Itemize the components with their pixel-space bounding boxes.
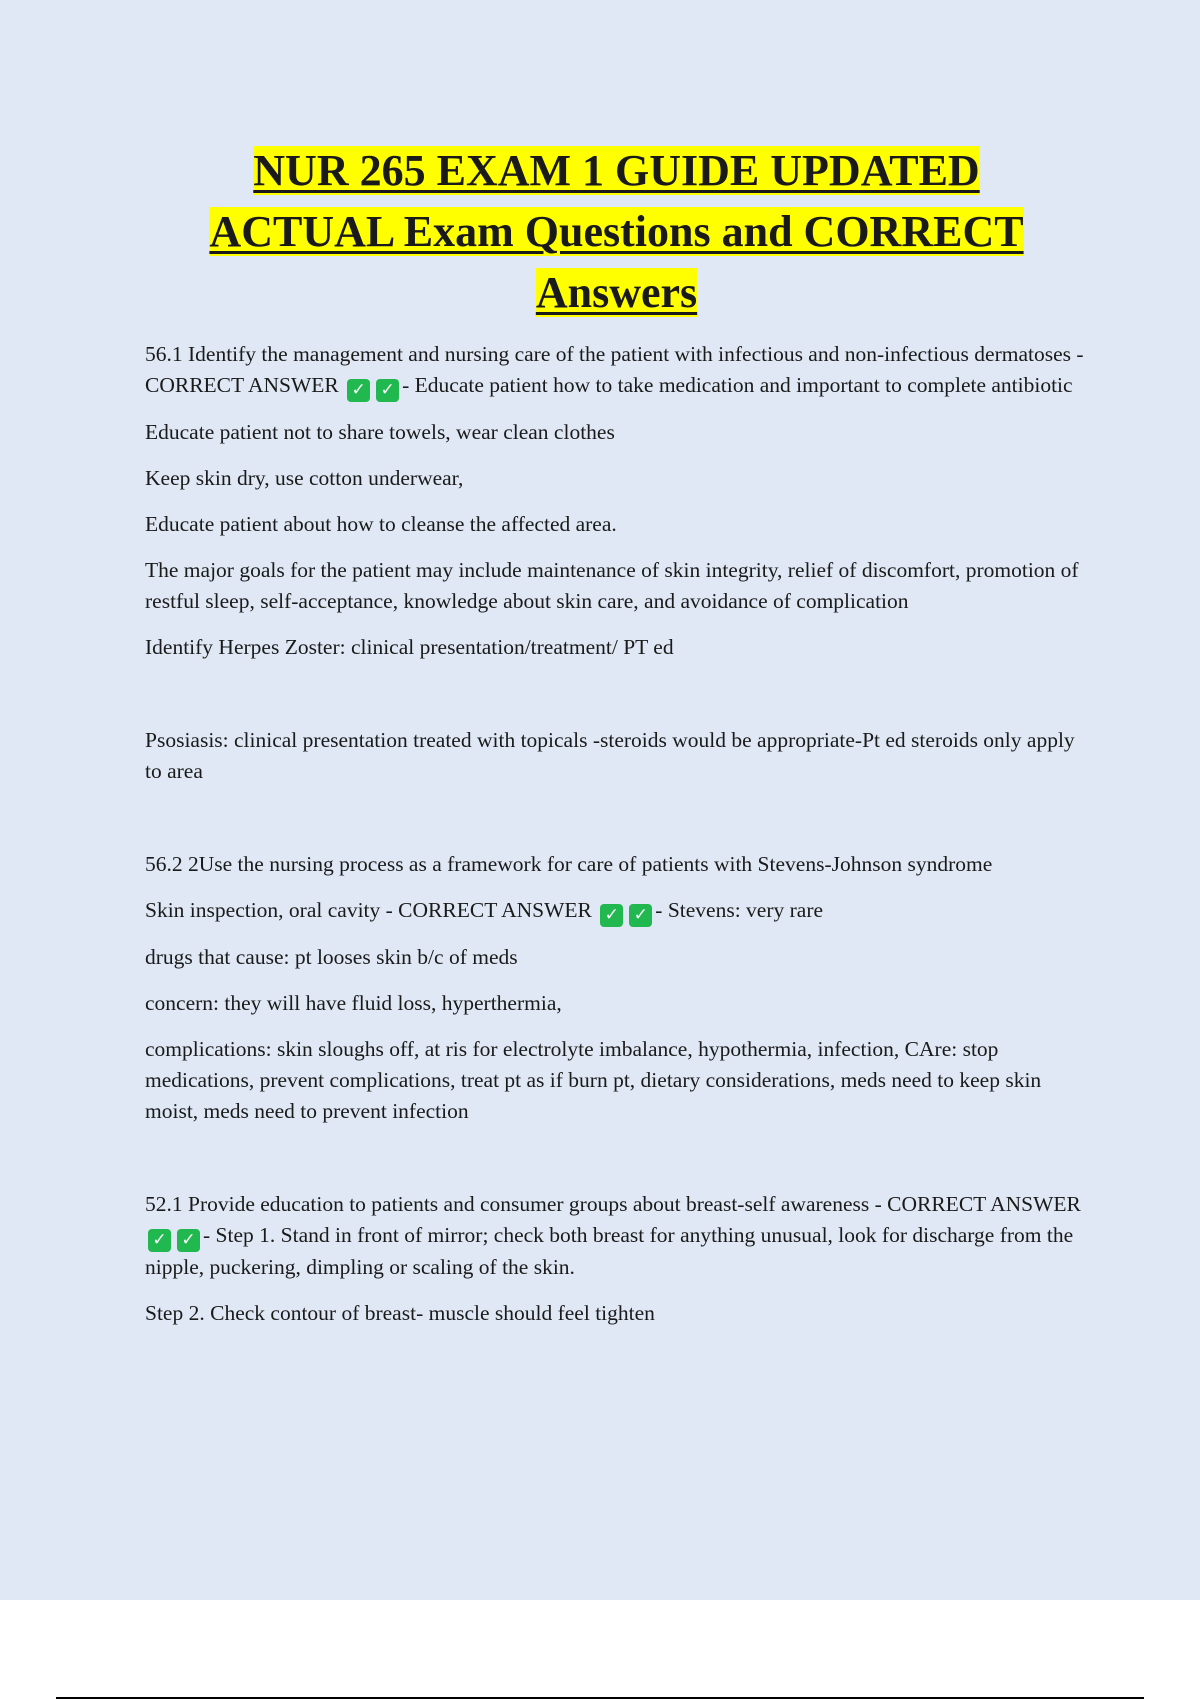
paragraph: complications: skin sloughs off, at ris for electrolyte imbalance, hypothermia, infection, CAre: stop medications, prevent complications, treat pt as if burn pt, dietary considerations, meds need to keep skin moist, meds need to prevent infection bbox=[145, 1037, 1042, 1123]
answer-text: - Educate patient how to take medication and important to complete antibiotic bbox=[402, 373, 1073, 397]
paragraph: Educate patient about how to cleanse the affected area. bbox=[145, 512, 617, 536]
paragraph: Identify Herpes Zoster: clinical presentation/treatment/ PT ed bbox=[145, 635, 674, 659]
check-mark-icon: ✓ bbox=[347, 379, 370, 402]
check-mark-icon: ✓ bbox=[629, 904, 652, 927]
paragraph-56-1-question bbox=[145, 339, 1095, 402]
paragraph: Step 2. Check contour of breast- muscle should feel tighten bbox=[145, 1301, 655, 1325]
title-line-2: ACTUAL Exam Questions and CORRECT bbox=[209, 207, 1024, 256]
question-text: Skin inspection, oral cavity - CORRECT ANSWER bbox=[145, 898, 592, 922]
paragraph: Educate patient not to share towels, wear clean clothes bbox=[145, 420, 615, 444]
paragraph: concern: they will have fluid loss, hyperthermia, bbox=[145, 991, 562, 1015]
question-text: 52.1 Provide education to patients and consumer groups about breast-self awareness - CORRECT ANSWER bbox=[145, 1192, 1081, 1216]
check-mark-icon: ✓ bbox=[600, 904, 623, 927]
document-body bbox=[145, 339, 1095, 1344]
answer-text: - Stevens: very rare bbox=[655, 898, 824, 922]
paragraph-56-2-heading: 56.2 2Use the nursing process as a framework for care of patients with Stevens-Johnson syndrome bbox=[145, 852, 993, 876]
bottom-divider bbox=[56, 1697, 1144, 1699]
paragraph: Keep skin dry, use cotton underwear, bbox=[145, 466, 464, 490]
question-text: 56.1 Identify the management and nursing care of the patient with infectious and non-infectious dermatoses - CORRECT ANSWER bbox=[145, 342, 1084, 397]
document-title bbox=[120, 140, 1113, 323]
check-mark-icon: ✓ bbox=[148, 1229, 171, 1252]
check-mark-icon: ✓ bbox=[376, 379, 399, 402]
title-line-3: Answers bbox=[535, 268, 698, 317]
paragraph-56-2-question bbox=[145, 895, 1095, 927]
paragraph: Psosiasis: clinical presentation treated with topicals -steroids would be appropriate-Pt ed steroids only apply to area bbox=[145, 728, 1075, 783]
paragraph: drugs that cause: pt looses skin b/c of meds bbox=[145, 945, 518, 969]
title-line-1: NUR 265 EXAM 1 GUIDE UPDATED bbox=[253, 146, 980, 195]
answer-text: - Step 1. Stand in front of mirror; check both breast for anything unusual, look for discharge from the nipple, puckering, dimpling or scaling of the skin. bbox=[145, 1223, 1074, 1279]
check-mark-icon: ✓ bbox=[177, 1229, 200, 1252]
paragraph: The major goals for the patient may include maintenance of skin integrity, relief of discomfort, promotion of restful sleep, self-acceptance, knowledge about skin care, and avoidance of complication bbox=[145, 558, 1079, 613]
paragraph-52-1-question bbox=[145, 1189, 1095, 1283]
